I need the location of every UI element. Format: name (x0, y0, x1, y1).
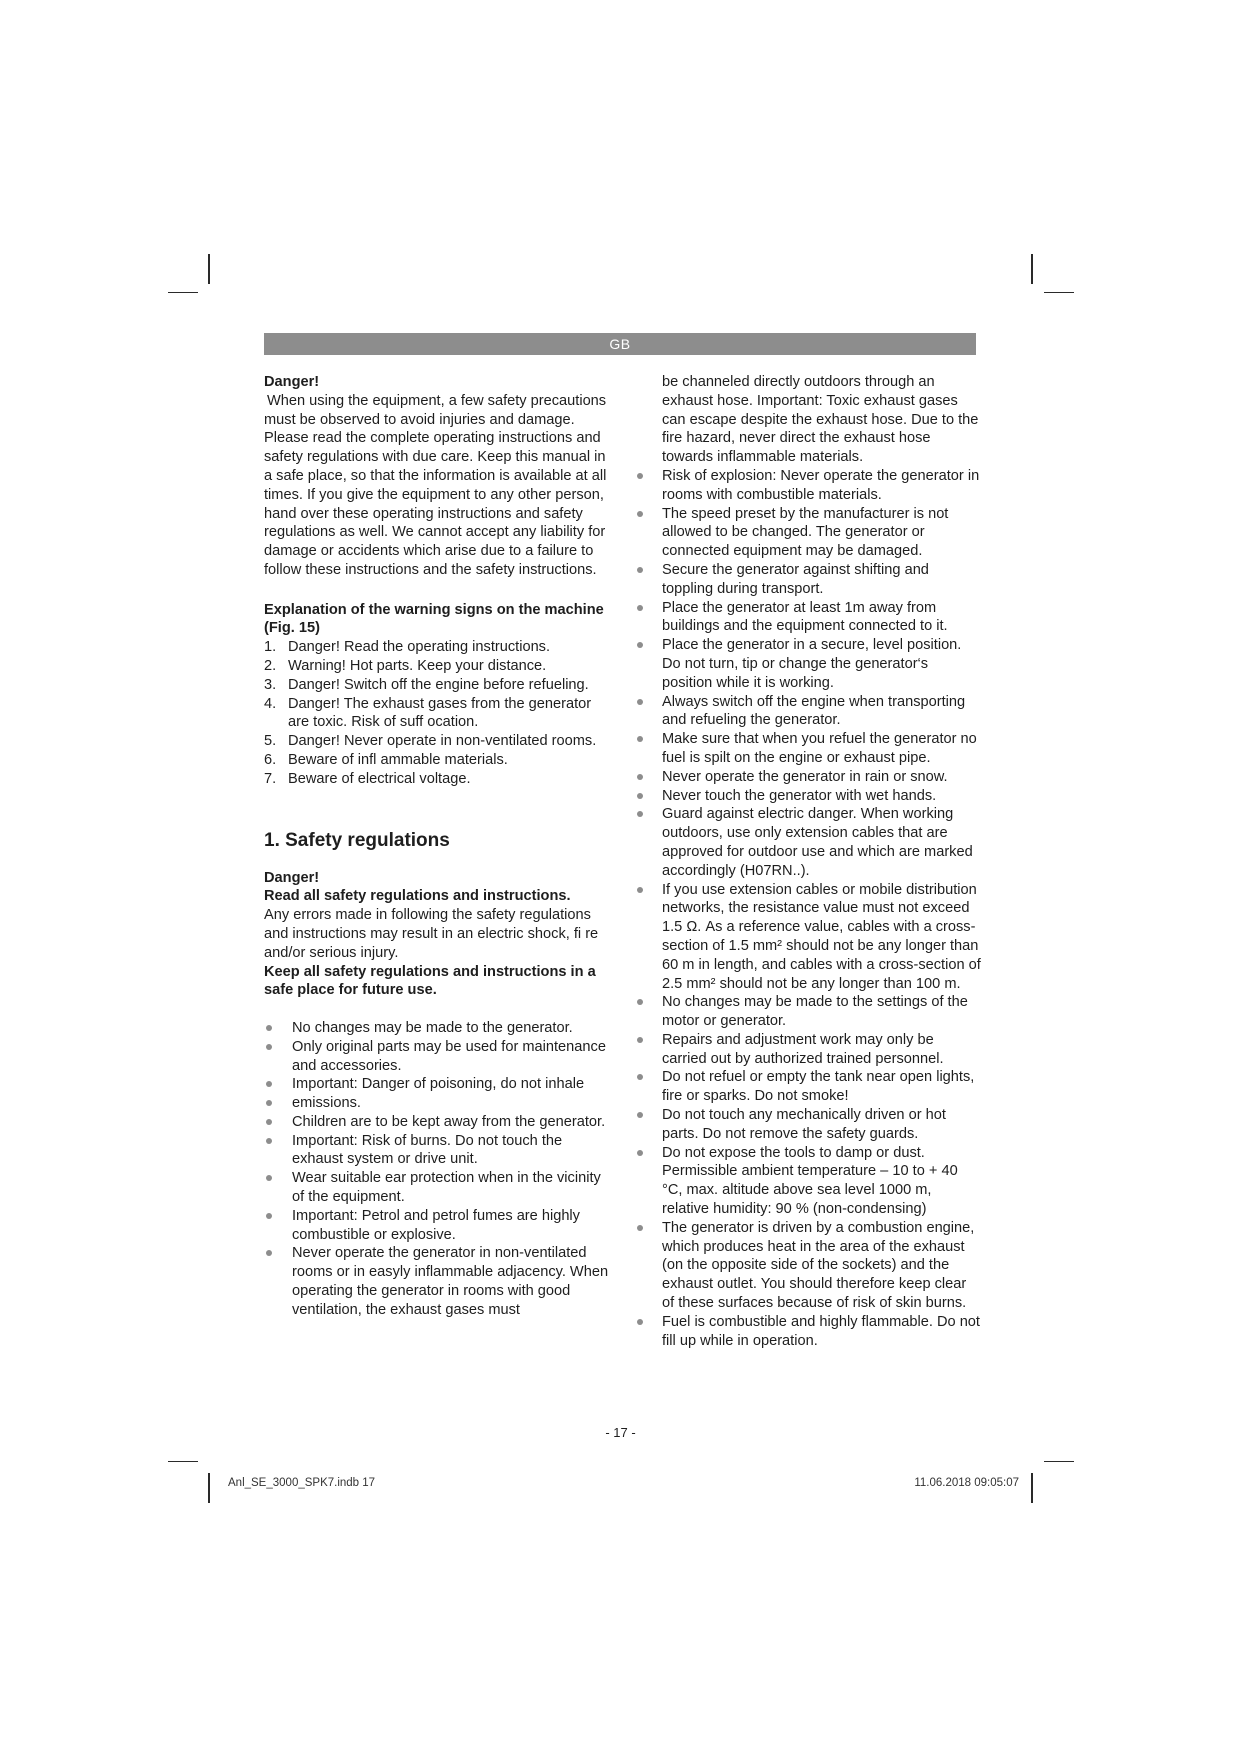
section-title: 1. Safety regulations (264, 829, 450, 851)
read-all-instructions: Read all safety regulations and instructions. (264, 888, 571, 905)
bullet-icon (266, 1044, 272, 1050)
bullet-icon (637, 511, 643, 517)
keep-instructions: Keep all safety regulations and instructions in a safe place for future use. (264, 963, 596, 999)
list-item: Do not expose the tools to damp or dust. Permissible ambient temperature – 10 to + 40 °C, max. altitude above sea level 1000 m, relative humidity: 90 % (non-condensing) (642, 1144, 982, 1219)
list-item: 3. Danger! Switch off the engine before refueling. (264, 676, 589, 693)
list-item: Only original parts may be used for maintenance and accessories. (264, 1038, 609, 1076)
crop-mark-top-left-vertical (208, 254, 210, 284)
danger-intro-text: When using the equipment, a few safety precautions must be observed to avoid injuries and damage. Please read the complete operating instructions and safety regulations with due care. Keep this manual in a safe place, so that the information is available at all times. If you give the equipment to any other person, hand over these operating instructions and safety regulations as well. We cannot accept any liability for damage or accidents which arise due to a failure to follow these instructions and the safety instructions. (264, 392, 607, 578)
list-item: Important: Petrol and petrol fumes are highly combustible or explosive. (264, 1207, 609, 1245)
right-column (642, 373, 982, 1350)
list-item: Place the generator at least 1m away from buildings and the equipment connected to it. (642, 599, 982, 637)
list-item: 5. Danger! Never operate in non-ventilated rooms. (264, 733, 597, 750)
bullet-icon (266, 1100, 272, 1106)
list-item: emissions. (264, 1094, 609, 1113)
list-item: The speed preset by the manufacturer is not allowed to be changed. The generator or connected equipment may be damaged. (642, 505, 982, 561)
safety-bullet-list-left (264, 1019, 609, 1320)
crop-mark-bottom-left-horizontal (168, 1461, 198, 1462)
list-item: If you use extension cables or mobile distribution networks, the resistance value must not exceed 1.5 Ω. As a reference value, cables with a cross-section of 1.5 mm² should not be any longer than 60 m in length, and cables with a cross-section of 2.5 mm² should not be any longer than 100 m. (642, 881, 982, 994)
list-item: 7. Beware of electrical voltage. (264, 770, 471, 787)
bullet-icon (266, 1025, 272, 1031)
language-header-bar (264, 333, 976, 355)
list-item: Fuel is combustible and highly flammable. Do not fill up while in operation. (642, 1313, 982, 1351)
list-item: No changes may be made to the generator. (264, 1019, 609, 1038)
list-item: 6. Beware of infl ammable materials. (264, 751, 508, 768)
bullet-icon (637, 699, 643, 705)
crop-mark-bottom-right-vertical (1031, 1473, 1033, 1503)
list-item: Always switch off the engine when transporting and refueling the generator. (642, 693, 982, 731)
list-item: Place the generator in a secure, level position. Do not turn, tip or change the generator‘s position while it is working. (642, 636, 982, 692)
safety-bullet-list-right (642, 467, 982, 1350)
page-number: - 17 - (605, 1425, 636, 1440)
list-item: Do not touch any mechanically driven or hot parts. Do not remove the safety guards. (642, 1106, 982, 1144)
bullet-icon (637, 1150, 643, 1156)
list-item: Wear suitable ear protection when in the vicinity of the equipment. (264, 1169, 609, 1207)
language-label: GB (609, 336, 631, 352)
list-item: Children are to be kept away from the generator. (264, 1113, 609, 1132)
bullet-icon (637, 642, 643, 648)
bullet-icon (266, 1250, 272, 1256)
bullet-icon (637, 1074, 643, 1080)
list-item: 2. Warning! Hot parts. Keep your distance. (264, 657, 547, 674)
list-item: Important: Danger of poisoning, do not inhale (264, 1075, 609, 1094)
list-item: Risk of explosion: Never operate the generator in rooms with combustible materials. (642, 467, 982, 505)
list-item: Never operate the generator in rain or snow. (642, 768, 982, 787)
list-item: Repairs and adjustment work may only be carried out by authorized trained personnel. (642, 1031, 982, 1069)
footer-file-name: Anl_SE_3000_SPK7.indb 17 (228, 1477, 376, 1489)
danger-title-2: Danger! (264, 869, 320, 886)
bullet-icon (637, 1225, 643, 1231)
bullet-icon (637, 811, 643, 817)
bullet-icon (266, 1138, 272, 1144)
warning-signs-list (264, 638, 609, 788)
bullet-icon (637, 774, 643, 780)
bullet-icon (637, 1319, 643, 1325)
list-item: Never operate the generator in non-ventilated rooms or in easyly inflammable adjacency. When operating the generator in rooms with good ventilation, the exhaust gases must (264, 1244, 609, 1319)
list-item: 4. Danger! The exhaust gases from the generator are toxic. Risk of suff ocation. (264, 695, 592, 731)
warning-signs-title: Explanation of the warning signs on the machine (Fig. 15) (264, 601, 604, 637)
bullet-icon (637, 567, 643, 573)
danger-title: Danger! (264, 374, 320, 390)
bullet-icon (637, 793, 643, 799)
crop-mark-bottom-right-horizontal (1044, 1461, 1074, 1462)
list-item: The generator is driven by a combustion engine, which produces heat in the area of the exhaust (on the opposite side of the sockets) and the exhaust outlet. You should therefore keep clear of these surfaces because of risk of skin burns. (642, 1219, 982, 1313)
bullet-icon (637, 1112, 643, 1118)
crop-mark-top-right-vertical (1031, 254, 1033, 284)
bullet-icon (637, 605, 643, 611)
crop-mark-bottom-left-vertical (208, 1473, 210, 1503)
bullet-icon (637, 473, 643, 479)
bullet-icon (637, 887, 643, 893)
crop-mark-top-left-horizontal (168, 292, 198, 293)
left-column (264, 373, 609, 1320)
errors-warning-text: Any errors made in following the safety regulations and instructions may result in an electric shock, fi re and/or serious injury. (264, 907, 599, 961)
list-item: Never touch the generator with wet hands. (642, 787, 982, 806)
list-item: Guard against electric danger. When working outdoors, use only extension cables that are approved for outdoor use and which are marked accordingly (H07RN..). (642, 805, 982, 880)
bullet-icon (266, 1175, 272, 1181)
list-item: Make sure that when you refuel the generator no fuel is spilt on the engine or exhaust pipe. (642, 730, 982, 768)
footer-datetime: 11.06.2018 09:05:07 (914, 1477, 1019, 1489)
exhaust-continuation-text: be channeled directly outdoors through an exhaust hose. Important: Toxic exhaust gases can escape despite the exhaust hose. Due to the fire hazard, never direct the exhaust hose towards inflammable materials. (662, 374, 979, 466)
list-item: Do not refuel or empty the tank near open lights, fire or sparks. Do not smoke! (642, 1068, 982, 1106)
list-item: No changes may be made to the settings of the motor or generator. (642, 993, 982, 1031)
bullet-icon (266, 1213, 272, 1219)
crop-mark-top-right-horizontal (1044, 292, 1074, 293)
list-item: Important: Risk of burns. Do not touch the exhaust system or drive unit. (264, 1132, 609, 1170)
list-item: Secure the generator against shifting and toppling during transport. (642, 561, 982, 599)
bullet-icon (637, 736, 643, 742)
list-item: 1. Danger! Read the operating instructions. (264, 639, 551, 656)
bullet-icon (637, 999, 643, 1005)
bullet-icon (266, 1119, 272, 1125)
bullet-icon (637, 1037, 643, 1043)
bullet-icon (266, 1081, 272, 1087)
